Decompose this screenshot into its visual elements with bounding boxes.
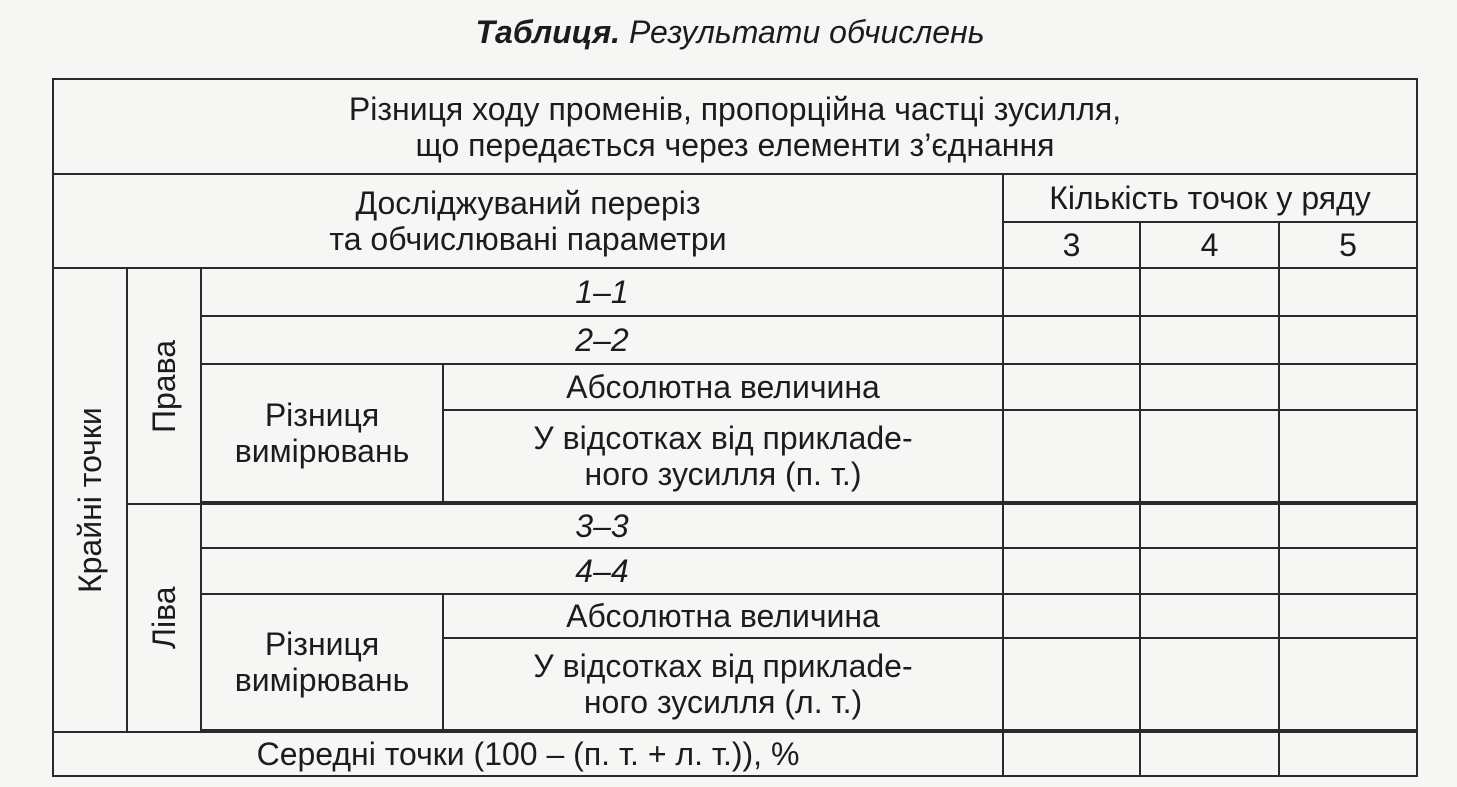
right-absolute-label: Абсолютна величина [443, 364, 1003, 410]
right-diff-line2: вимірювань [234, 433, 410, 469]
main-header-cell [53, 79, 1417, 174]
value-cell [1003, 638, 1140, 730]
section-2-2: 2–2 [201, 316, 1003, 364]
table-row [53, 316, 1417, 364]
value-cell [1003, 504, 1140, 548]
main-header-line2: що передається через елементи з’єднання [415, 126, 1055, 163]
table-row [53, 79, 1417, 174]
value-cell [1003, 268, 1140, 316]
value-cell [1279, 410, 1417, 502]
value-cell [1279, 638, 1417, 730]
table-row [53, 504, 1417, 548]
value-cell [1279, 364, 1417, 410]
left-label: Ліва [146, 586, 182, 650]
left-diff-line2: вимірювань [234, 662, 410, 698]
value-cell [1140, 732, 1279, 776]
value-cell [1279, 504, 1417, 548]
right-percent-label [443, 410, 1003, 502]
table-row [53, 732, 1417, 776]
right-diff-line1: Різниця [264, 397, 380, 433]
right-percent-line1: У відсотках від приклade- [533, 420, 913, 456]
value-cell [1003, 410, 1140, 502]
left-label-cell [127, 504, 201, 732]
value-cell [1279, 594, 1417, 638]
right-label-cell [127, 268, 201, 504]
value-cell [1140, 504, 1279, 548]
value-cell [1003, 732, 1140, 776]
value-cell [1140, 268, 1279, 316]
section-header-cell [53, 174, 1003, 268]
table-row [53, 548, 1417, 594]
value-cell [1003, 364, 1140, 410]
column-header-3: 3 [1003, 222, 1140, 268]
right-label: Права [146, 339, 182, 433]
section-header-line2: та обчислювані параметри [329, 221, 727, 257]
value-cell [1140, 638, 1279, 730]
section-header-line1: Досліджуваний переріз [355, 185, 701, 221]
value-cell [1279, 316, 1417, 364]
column-header-5: 5 [1279, 222, 1417, 268]
value-cell [1140, 316, 1279, 364]
value-cell [1140, 410, 1279, 502]
middle-points-label: Середні точки (100 – (п. т. + л. т.)), % [53, 732, 1003, 776]
group-label: Крайні точки [72, 407, 108, 593]
value-cell [1279, 548, 1417, 594]
value-cell [1140, 594, 1279, 638]
points-header-cell: Кількість точок у ряду [1003, 174, 1417, 222]
value-cell [1140, 364, 1279, 410]
caption-label: Таблиця. [475, 14, 621, 50]
main-header-line1: Різниця ходу променів, пропорційна частці зусилля, [348, 90, 1122, 127]
table-row [53, 364, 1417, 410]
left-diff-line1: Різниця [264, 626, 380, 662]
table-row [53, 174, 1417, 222]
right-percent-line2: ного зусилля (п. т.) [584, 456, 862, 492]
value-cell [1279, 732, 1417, 776]
value-cell [1003, 316, 1140, 364]
table-caption [0, 14, 1457, 51]
left-percent-line2: ного зусилля (л. т.) [583, 684, 863, 720]
section-1-1: 1–1 [201, 268, 1003, 316]
value-cell [1140, 548, 1279, 594]
table-row [53, 594, 1417, 638]
left-absolute-label: Абсолютна величина [443, 594, 1003, 638]
right-diff-label-cell [201, 364, 443, 502]
left-percent-line1: У відсотках від приклade- [533, 648, 913, 684]
column-header-4: 4 [1140, 222, 1279, 268]
section-3-3: 3–3 [201, 504, 1003, 548]
value-cell [1003, 594, 1140, 638]
value-cell [1279, 268, 1417, 316]
left-diff-label-cell [201, 594, 443, 730]
caption-title: Результати обчислень [628, 14, 985, 50]
value-cell [1003, 548, 1140, 594]
table-row [53, 268, 1417, 316]
left-percent-label [443, 638, 1003, 730]
results-table [52, 78, 1418, 777]
section-4-4: 4–4 [201, 548, 1003, 594]
group-label-cell [53, 268, 127, 732]
